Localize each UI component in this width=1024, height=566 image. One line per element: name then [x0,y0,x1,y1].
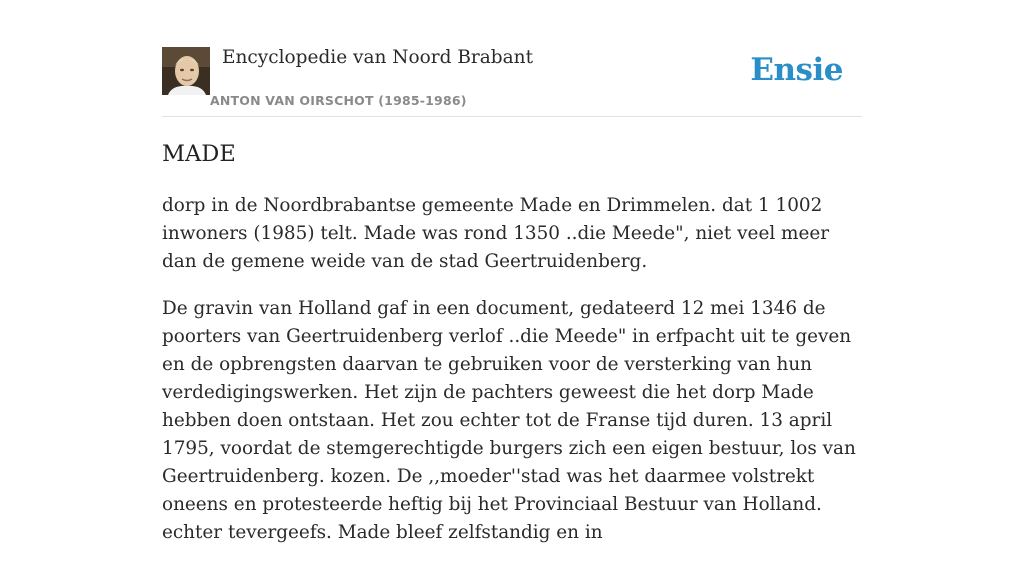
source-title[interactable]: Encyclopedie van Noord Brabant [222,47,534,68]
author-portrait-icon [162,47,210,95]
brand-logo[interactable]: Ensie [750,52,843,88]
article-paragraph: dorp in de Noordbrabantse gemeente Made en Drimmelen. dat 1 1002 inwoners (1985) telt. Made was rond 1350 ..die Meede", niet veel meer dan de gemene weide van de stad Geertruidenberg. [162,195,830,272]
article-paragraph: De gravin van Holland gaf in een document, gedateerd 12 mei 1346 de poorters van Geertruidenberg verlof ..die Meede" in erfpacht uit te geven en de opbrengsten daarvan te gebruiken voor de versterking van hun verdedigingswerken. Het zijn de pachters geweest die het dorp Made hebben doen ontstaan. Het zou echter tot de Franse tijd duren. 13 april 1795, voordat de stemgerechtigde burgers zich een eigen bestuur, los van Geertruidenberg. kozen. De ,,moeder''stad was het daarmee volstrekt oneens en protesteerde heftig bij het Provinciaal Bestuur van Holland. echter tevergeefs. Made bleef zelfstandig en in [162,298,856,543]
article-body [162,138,867,566]
author-name[interactable]: ANTON VAN OIRSCHOT (1985-1986) [210,93,467,108]
article-title: MADE [162,141,236,167]
author-avatar[interactable] [162,47,210,95]
article-header [162,46,862,117]
